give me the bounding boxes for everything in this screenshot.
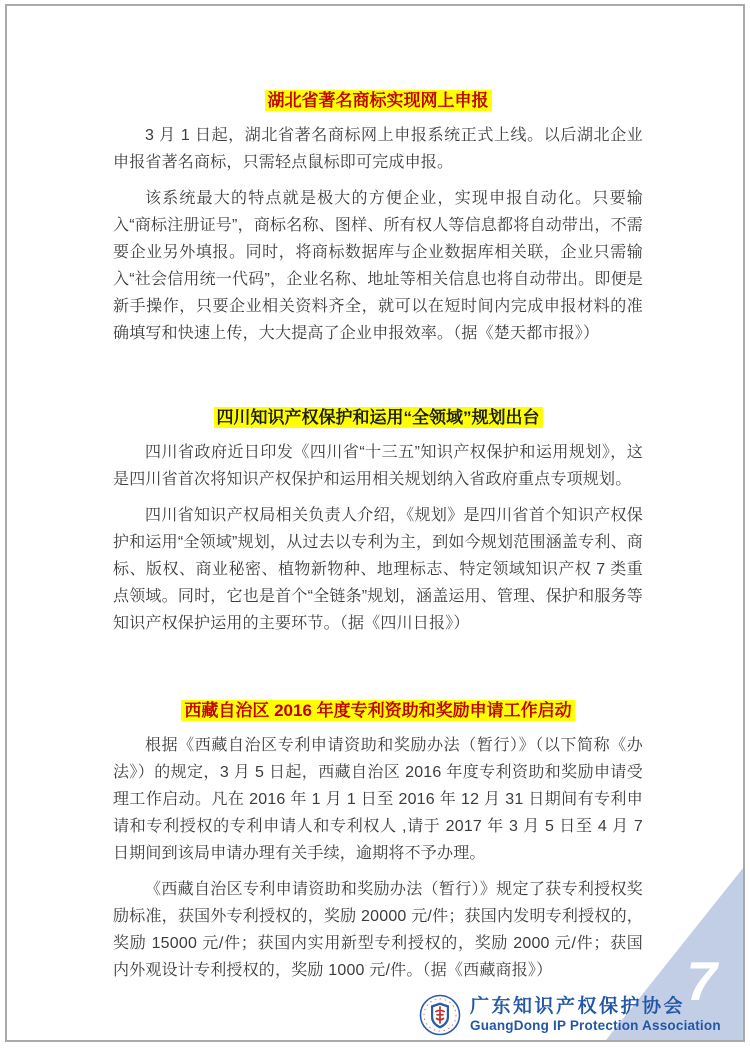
section-title-highlight: 湖北省著名商标实现网上申报 bbox=[265, 90, 492, 111]
org-names bbox=[470, 996, 721, 1034]
paragraph: 四川省政府近日印发《四川省“十三五”知识产权保护和运用规划》，这是四川省首次将知识产权保护和运用相关规划纳入省政府重点专项规划。 bbox=[113, 444, 643, 488]
paragraph: 《西藏自治区专利申请资助和奖励办法（暂行）》规定了获专利授权奖励标准，获国外专利授权的，奖励 20000 元/件；获国内发明专利授权的，奖励 15000 元/件；获国内实用新型专利授权的，奖励 2000 元/件；获国内外观设计专利授权的，奖励 1000 元/件。（据《西藏商报》） bbox=[113, 881, 643, 979]
section-title-highlight: 西藏自治区 2016 年度专利资助和奖励申请工作启动 bbox=[181, 700, 574, 721]
document-page bbox=[5, 4, 745, 1042]
page-number: 7 bbox=[686, 950, 716, 1012]
paragraph: 3 月 1 日起，湖北省著名商标网上申报系统正式上线。以后湖北企业申报省著名商标，只需轻点鼠标即可完成申报。 bbox=[113, 127, 643, 171]
section-title bbox=[113, 89, 643, 112]
section-title-highlight: 四川知识产权保护和运用“全领域”规划出台 bbox=[214, 407, 543, 428]
org-name-en: GuangDong IP Protection Association bbox=[470, 1018, 721, 1033]
paragraph: 根据《西藏自治区专利申请资助和奖励办法（暂行）》（以下简称《办法》）的规定，3 月 5 日起，西藏自治区 2016 年度专利资助和奖励申请受理工作启动。凡在 2016 年 1 月 1 日至 2016 年 12 月 31 日期间有专利申请和专利授权的专利申请人和专利权人 ,请于 2017 年 3 月 5 日至 4 月 7 日期间到该局申请办理有关手续，逾期将不予办理。 bbox=[113, 737, 643, 862]
paragraph: 该系统最大的特点就是极大的方便企业，实现申报自动化。只要输入“商标注册证号”，商标名称、图样、所有权人等信息都将自动带出，不需要企业另外填报。同时，将商标数据库与企业数据库相关联，企业只需输入“社会信用统一代码”，企业名称、地址等相关信息也将自动带出。即便是新手操作，只要企业相关资料齐全，就可以在短时间内完成申报材料的准确填写和快速上传，大大提高了企业申报效率。（据《楚天都市报》） bbox=[113, 190, 643, 342]
section-title bbox=[113, 699, 643, 722]
section-title bbox=[113, 406, 643, 429]
news-section-hubei bbox=[113, 89, 643, 356]
news-section-tibet bbox=[113, 699, 643, 993]
association-logo-icon bbox=[419, 994, 461, 1036]
footer bbox=[419, 994, 721, 1036]
news-section-sichuan bbox=[113, 406, 643, 646]
org-name-cn: 广东知识产权保护协会 bbox=[470, 996, 686, 1017]
paragraph: 四川省知识产权局相关负责人介绍，《规划》是四川省首个知识产权保护和运用“全领域”规划，从过去以专利为主，到如今规划范围涵盖专利、商标、版权、商业秘密、植物新物种、地理标志、特定领域知识产权 7 类重点领域。同时，它也是首个“全链条”规划，涵盖运用、管理、保护和服务等知识产权保护运用的主要环节。（据《四川日报》） bbox=[113, 507, 643, 632]
